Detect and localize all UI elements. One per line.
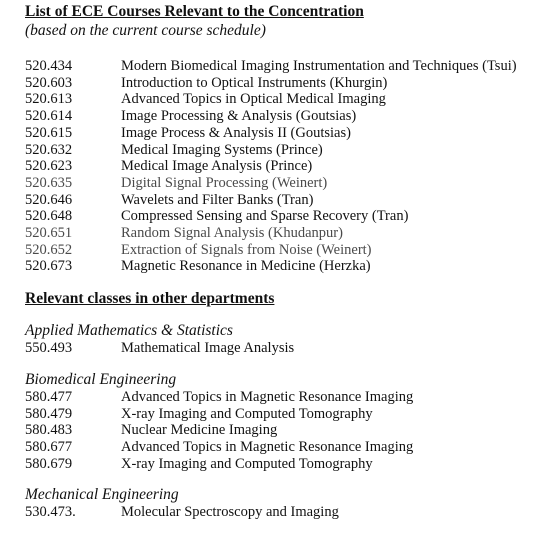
course-number: 580.679 (25, 455, 73, 472)
course-number: 520.615 (25, 124, 73, 141)
course-number: 580.677 (25, 438, 73, 455)
course-number: 550.493 (25, 340, 73, 357)
course-row (25, 175, 530, 192)
course-number: 520.434 (25, 58, 73, 74)
course-number: 520.632 (25, 141, 73, 158)
course-row (25, 389, 530, 406)
course-title: Mathematical Image Analysis (121, 340, 295, 357)
course-title: Advanced Topics in Magnetic Resonance Imaging (121, 388, 414, 405)
department-section (25, 371, 530, 473)
course-number: 520.614 (25, 108, 73, 125)
course-row (25, 258, 530, 275)
course-row (25, 422, 530, 439)
course-number: 520.603 (25, 74, 73, 91)
course-title: Image Process & Analysis II (Goutsias) (121, 124, 351, 141)
course-title: Modern Biomedical Imaging Instrumentation and Techniques (Tsui) (121, 58, 517, 74)
course-row (25, 439, 530, 456)
course-row (25, 340, 530, 357)
course-number: 520.623 (25, 158, 73, 175)
course-title: Medical Imaging Systems (Prince) (121, 141, 323, 158)
department-section (25, 322, 530, 357)
course-number: 520.613 (25, 91, 73, 108)
course-row (25, 208, 530, 225)
course-title: Nuclear Medicine Imaging (121, 422, 278, 439)
course-title: Medical Image Analysis (Prince) (121, 158, 313, 175)
department-section (25, 486, 530, 521)
page-title: List of ECE Courses Relevant to the Concentration (25, 3, 364, 20)
course-number: 530.473. (25, 504, 76, 521)
course-title: Advanced Topics in Optical Medical Imaging (121, 91, 386, 108)
department-name: Biomedical Engineering (25, 370, 177, 388)
course-title: X-ray Imaging and Computed Tomography (121, 405, 373, 422)
course-title: X-ray Imaging and Computed Tomography (121, 455, 373, 472)
course-row (25, 242, 530, 259)
course-title: Molecular Spectroscopy and Imaging (121, 504, 339, 521)
course-row (25, 225, 530, 242)
course-row (25, 108, 530, 125)
course-title: Image Processing & Analysis (Goutsias) (121, 108, 357, 125)
course-number: 580.479 (25, 405, 73, 422)
course-row (25, 504, 530, 521)
department-name: Mechanical Engineering (25, 486, 179, 504)
other-departments-heading: Relevant classes in other departments (25, 290, 275, 308)
course-row (25, 142, 530, 159)
course-number: 520.646 (25, 191, 73, 208)
course-row (25, 58, 530, 75)
document-page (25, 2, 530, 521)
course-number: 520.652 (25, 241, 73, 258)
course-row (25, 192, 530, 209)
page-subtitle: (based on the current course schedule) (25, 22, 266, 39)
course-number: 520.673 (25, 258, 73, 275)
course-row (25, 75, 530, 92)
course-number: 520.648 (25, 208, 73, 225)
course-number: 580.477 (25, 388, 73, 405)
course-title: Extraction of Signals from Noise (Weinert) (121, 241, 372, 258)
course-number: 520.635 (25, 174, 73, 191)
course-title: Wavelets and Filter Banks (Tran) (121, 191, 314, 208)
course-title: Introduction to Optical Instruments (Khurgin) (121, 74, 388, 91)
department-name: Applied Mathematics & Statistics (25, 322, 233, 340)
ece-course-list (25, 58, 530, 275)
course-row (25, 125, 530, 142)
course-title: Advanced Topics in Magnetic Resonance Imaging (121, 438, 414, 455)
course-number: 520.651 (25, 225, 73, 242)
course-row (25, 158, 530, 175)
course-title: Digital Signal Processing (Weinert) (121, 174, 328, 191)
course-title: Compressed Sensing and Sparse Recovery (Tran) (121, 208, 409, 225)
course-row (25, 406, 530, 423)
course-row (25, 456, 530, 473)
course-row (25, 91, 530, 108)
course-title: Random Signal Analysis (Khudanpur) (121, 225, 343, 242)
course-title: Magnetic Resonance in Medicine (Herzka) (121, 258, 371, 275)
course-number: 580.483 (25, 422, 73, 439)
